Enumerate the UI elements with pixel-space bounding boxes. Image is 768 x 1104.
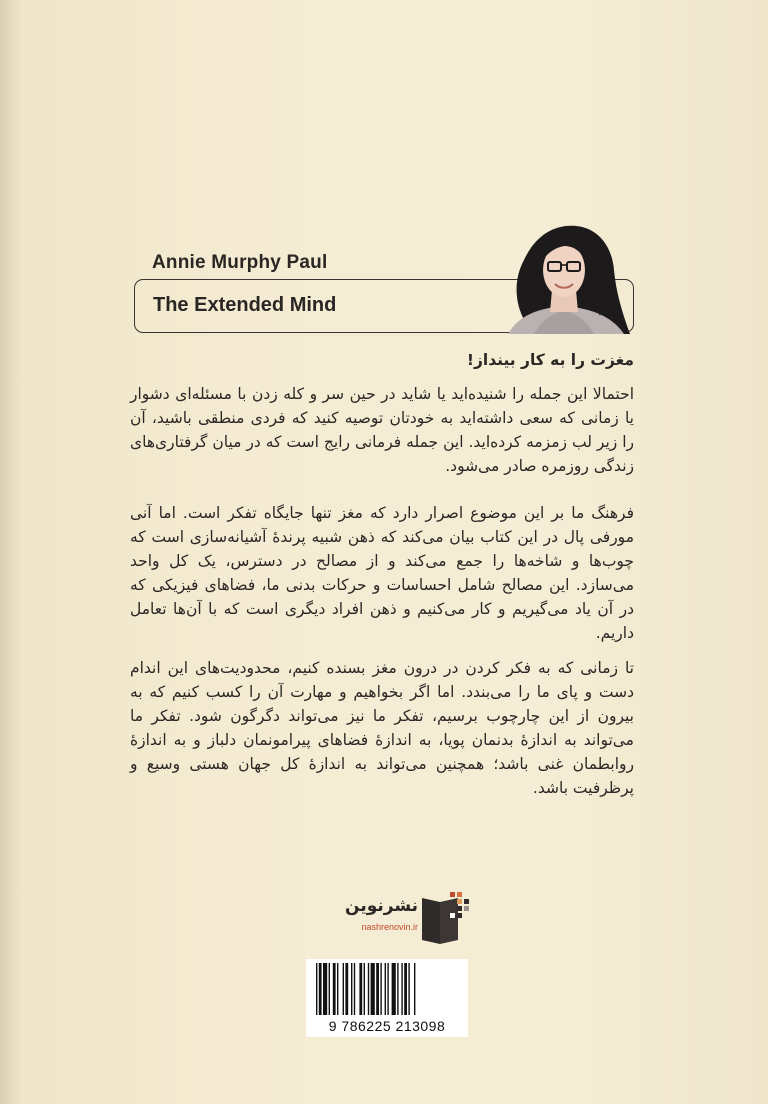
description-heading: مغزت را به کار بینداز! xyxy=(466,351,634,369)
barcode-bar xyxy=(323,963,327,1015)
spine-edge xyxy=(0,0,22,1104)
publisher-name: نشرنوین xyxy=(345,896,418,916)
barcode-bar xyxy=(408,963,409,1015)
publisher-url: nashrenovin.ir xyxy=(361,922,418,932)
isbn-number: 9 786225 213098 xyxy=(328,1018,446,1034)
barcode-bar xyxy=(319,963,322,1015)
barcode-bar xyxy=(364,963,365,1015)
barcode-bar xyxy=(392,963,396,1015)
barcode-bar xyxy=(333,963,336,1015)
barcode-bar xyxy=(329,963,330,1015)
barcode-bar xyxy=(368,963,369,1015)
barcode-bar xyxy=(404,963,407,1015)
barcode-bar xyxy=(414,963,415,1015)
barcode-bar xyxy=(385,963,386,1015)
description-paragraph-1: احتمالا این جمله را شنیده‌اید یا شاید در حین سر و کله زدن با مسئله‌ای دشوار یا زمانی که سعی داشته‌اید به خودتان توصیه کنید که فردی منطقی باشید، آن را زیر لب زمزمه کرده‌اید. این جمله فرمانی رایج است که در میان گرفتاری‌های زندگی روزمره صادر می‌شود. xyxy=(130,385,634,475)
barcode-bar xyxy=(401,963,402,1015)
description-paragraph-3: تا زمانی که به فکر کردن در درون مغز بسنده کنیم، محدودیت‌های این اندام دست و پای ما را می‌بندد. اما اگر بخواهیم و مهارت آن را کسب کنیم که به بیرون از این چارچوب برسیم، تفکر ما نیز می‌تواند دگرگون شود. تفکر ما می‌تواند به اندازهٔ بدنمان پویا، به اندازهٔ فضاهای پیرامونمان دلباز و به اندازهٔ روابطمان غنی باشد؛ همچنین می‌تواند به اندازهٔ کل جهان هستی وسیع و پرظرفیت باشد. xyxy=(130,659,634,797)
description-paragraph-2: فرهنگ ما بر این موضوع اصرار دارد که مغز تنها جایگاه تفکر است. اما آنی مورفی پال در این کتاب بیان می‌کند که ذهن شبیه پرندهٔ آشیانه‌سازی است که چوب‌ها و شاخه‌ها را جمع می‌کند و از مصالح در دسترس، یک کل واحد می‌سازد. این مصالح شامل احساسات و حرکات بدنی ما، فضاهای فیزیکی که در آن یاد می‌گیریم و کار می‌کنیم و ذهن افراد دیگری است که با آن‌ها تعامل داریم. xyxy=(130,504,634,642)
author-photo xyxy=(494,212,634,334)
barcode-bar xyxy=(359,963,362,1015)
barcode-bar xyxy=(380,963,381,1015)
barcode-bar xyxy=(345,963,348,1015)
barcode-bar xyxy=(337,963,338,1015)
book-title: The Extended Mind xyxy=(153,294,337,316)
barcode-bar xyxy=(397,963,398,1015)
barcode-bar xyxy=(316,963,317,1015)
barcode-bar xyxy=(376,963,379,1015)
barcode-bar xyxy=(387,963,388,1015)
barcode-bar xyxy=(371,963,375,1015)
author-name: Annie Murphy Paul xyxy=(152,252,328,273)
barcode-bar xyxy=(351,963,352,1015)
barcode-bar xyxy=(354,963,355,1015)
barcode-bar xyxy=(343,963,344,1015)
